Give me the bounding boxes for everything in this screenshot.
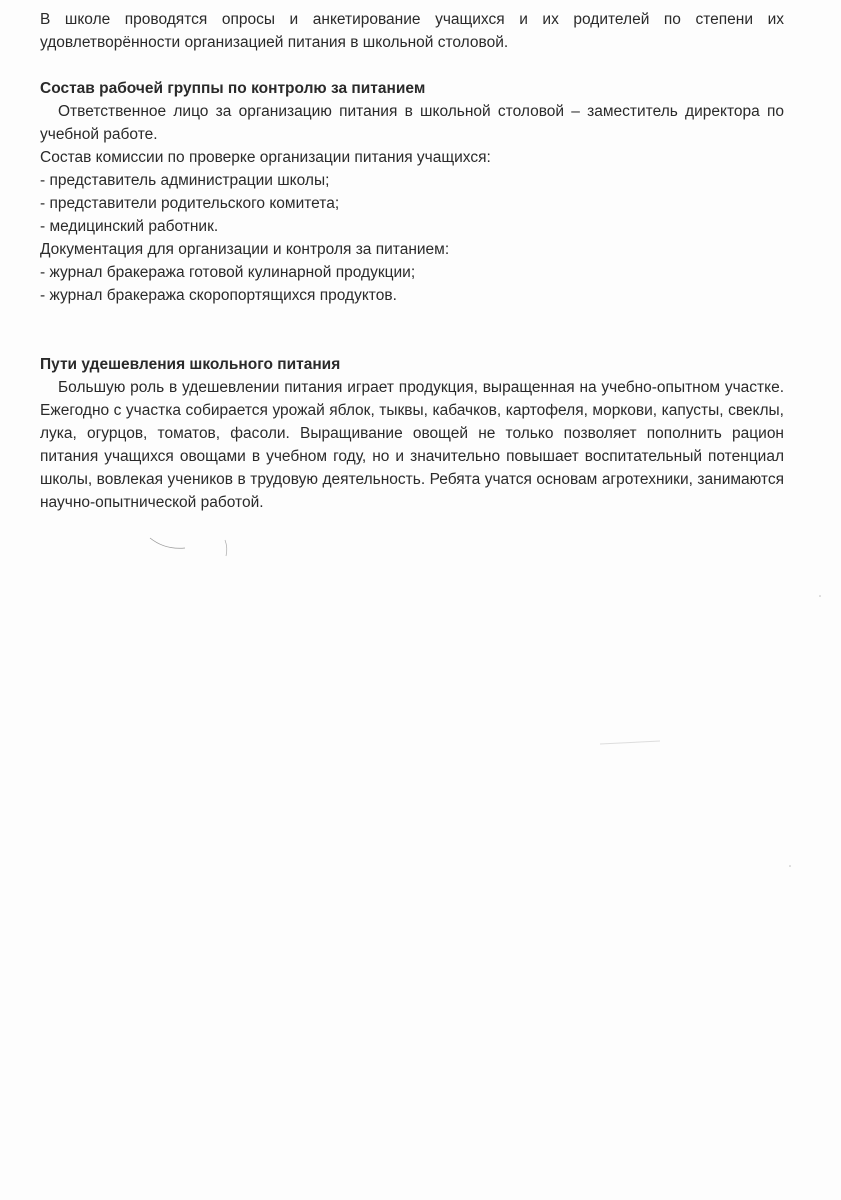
spacer [40, 54, 784, 77]
responsible-person-paragraph: Ответственное лицо за организацию питания в школьной столовой – заместитель директора по учебной работе. [40, 103, 784, 143]
document-page [40, 8, 784, 514]
document-item-ready-food: - журнал бракеража готовой кулинарной продукции; [40, 264, 416, 281]
documentation-title: Документация для организации и контроля за питанием: [40, 241, 450, 258]
commission-title: Состав комиссии по проверке организации питания учащихся: [40, 149, 491, 166]
spacer [40, 307, 784, 353]
commission-member-medic: - медицинский работник. [40, 218, 219, 235]
commission-member-administration: - представитель администрации школы; [40, 172, 330, 189]
commission-member-parents: - представители родительского комитета; [40, 195, 340, 212]
intro-paragraph: В школе проводятся опросы и анкетирование учащихся и их родителей по степени их удовлетворённости организацией питания в школьной столовой. [40, 11, 784, 51]
cost-reduction-paragraph: Большую роль в удешевлении питания играет продукция, выращенная на учебно-опытном участке. Ежегодно с участка собирается урожай яблок, тыквы, кабачков, картофеля, моркови, капусты, свеклы, лука, огурцов, томатов, фасоли. Выращивание овощей не только позволяет пополнить рацион питания учащихся овощами в учебном году, но и значительно повышает воспитательный потенциал школы, вовлекая учеников в трудовую деятельность. Ребята учатся основам агротехники, занимаются научно-опытнической работой. [40, 379, 784, 511]
working-group-heading: Состав рабочей группы по контролю за питанием [40, 80, 426, 97]
cost-reduction-heading: Пути удешевления школьного питания [40, 356, 341, 373]
document-item-perishables: - журнал бракеража скоропортящихся продуктов. [40, 287, 397, 304]
